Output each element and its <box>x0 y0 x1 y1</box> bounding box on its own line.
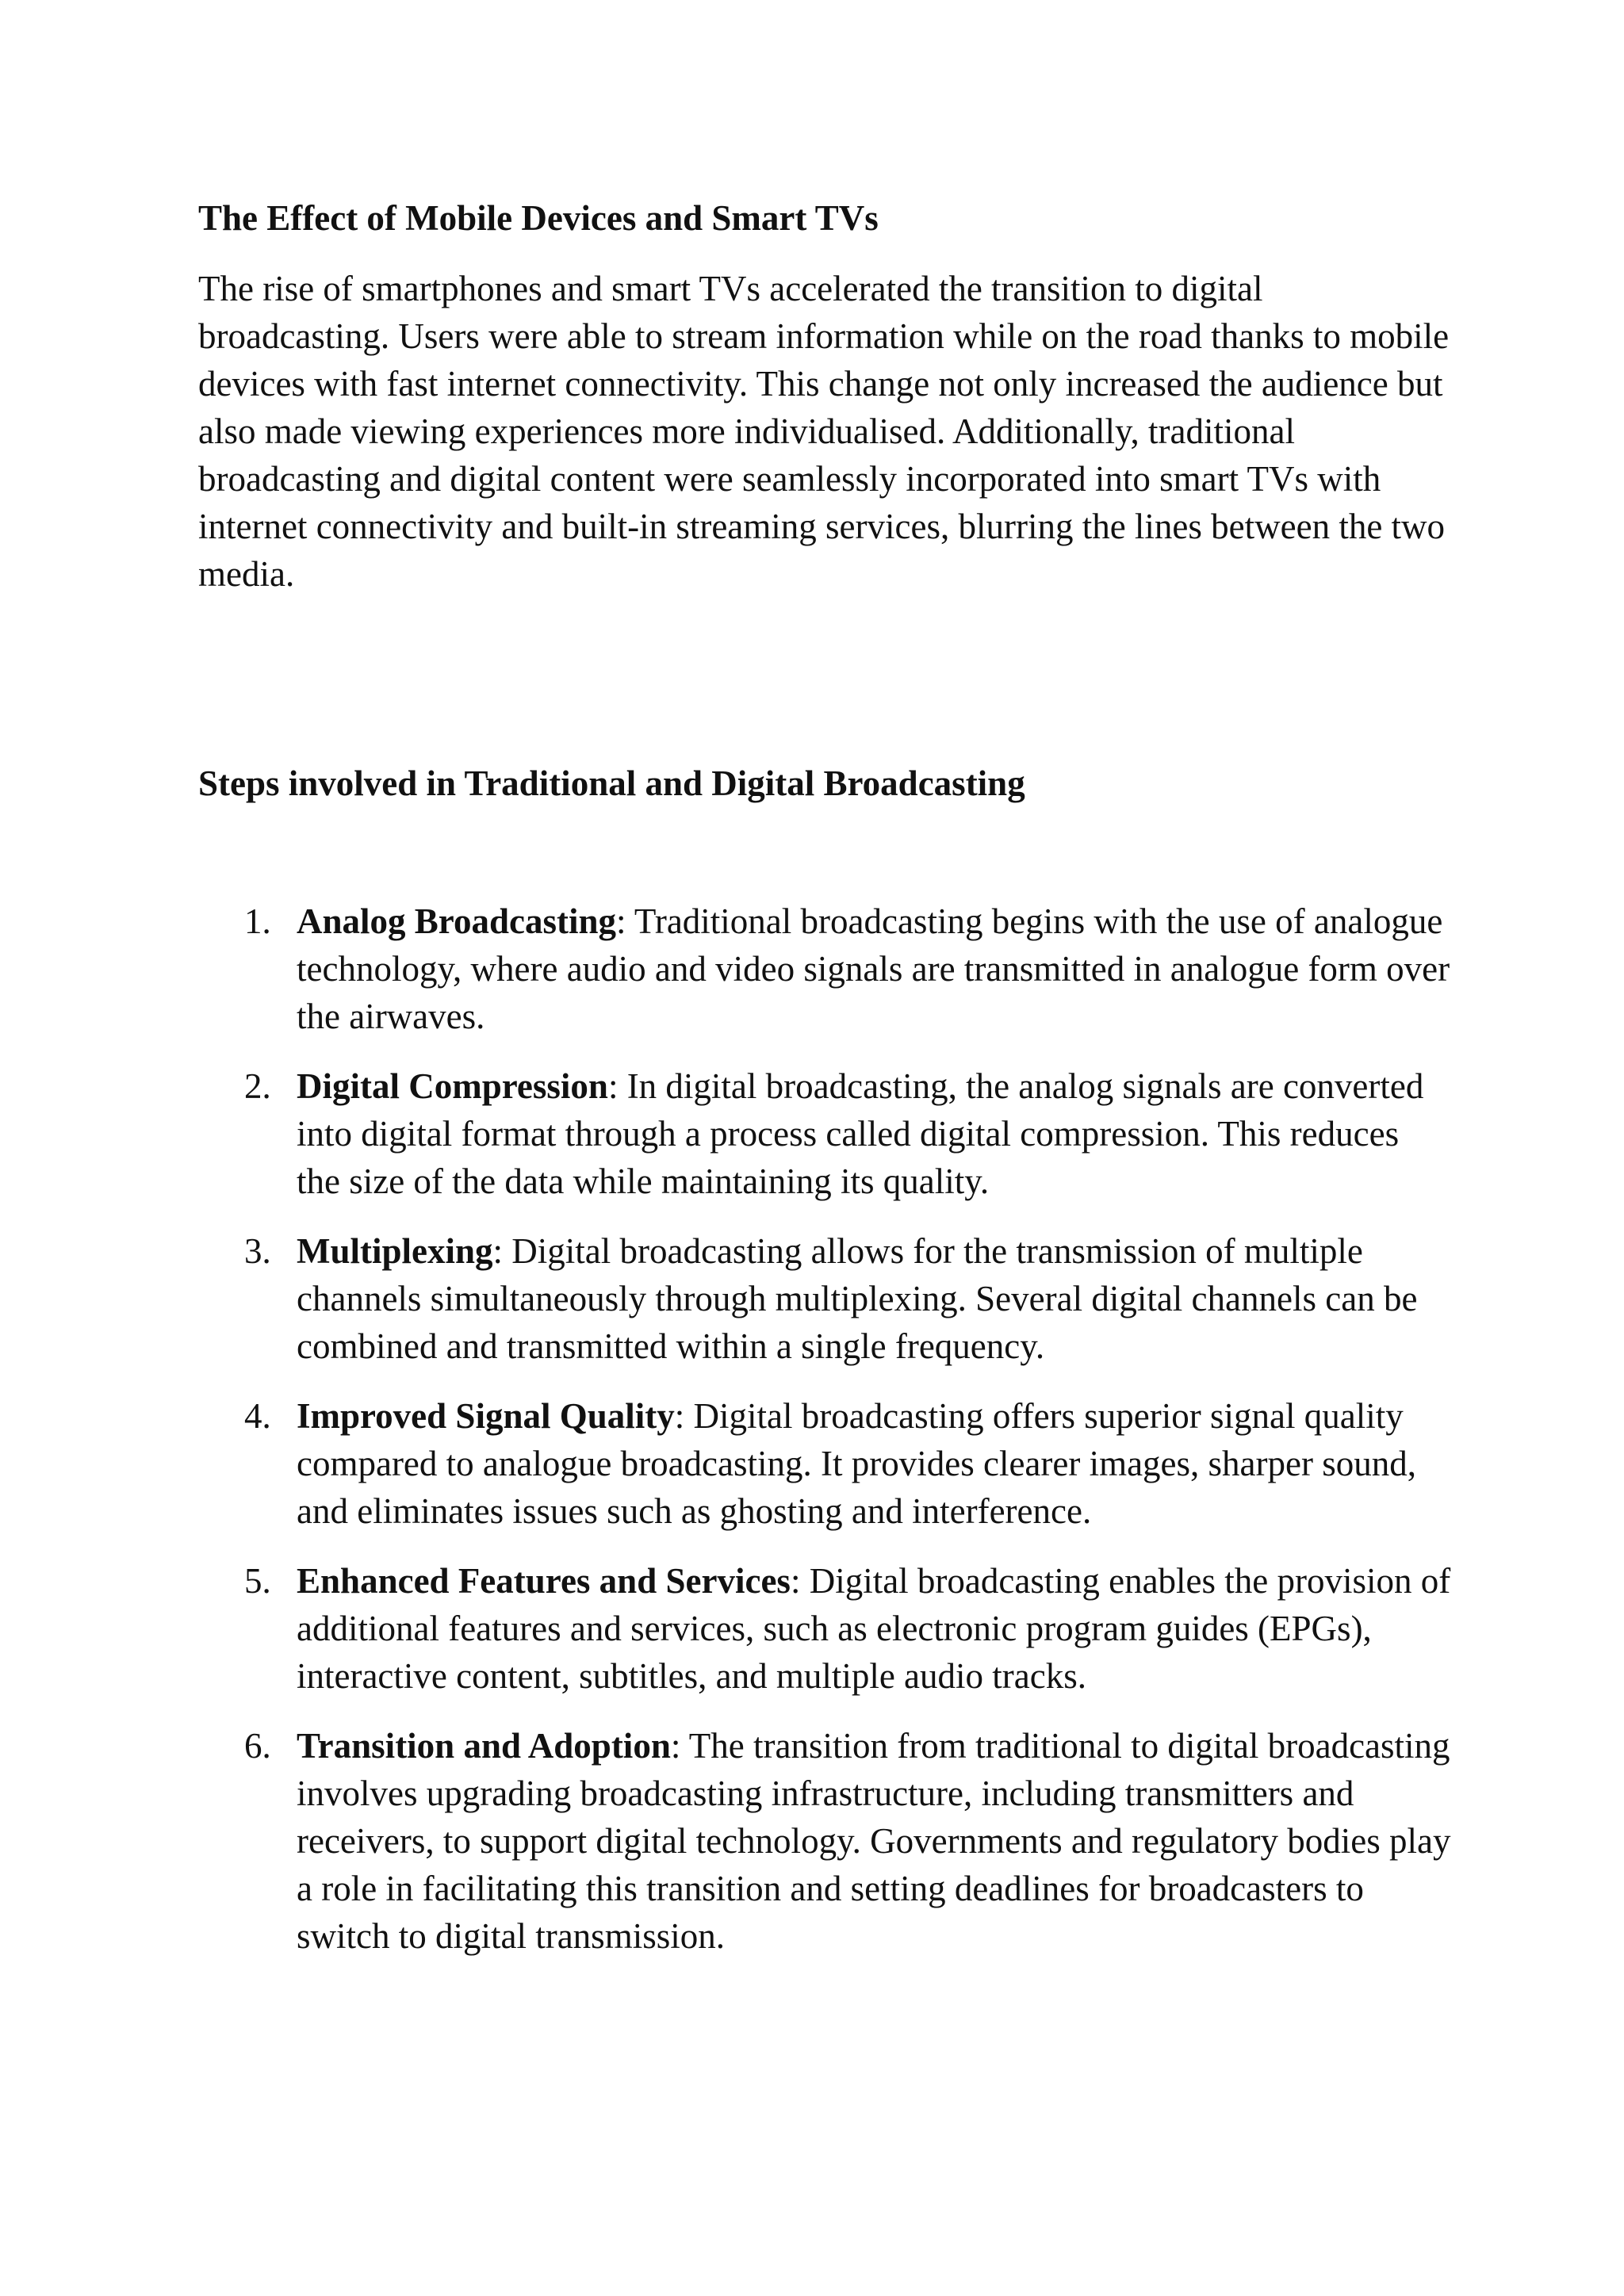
step-item <box>198 1392 1451 1535</box>
step-number: 1. <box>244 901 271 941</box>
step-title: Transition and Adoption <box>297 1726 671 1766</box>
step-item <box>198 1062 1451 1205</box>
step-title: Enhanced Features and Services <box>297 1561 791 1601</box>
step-item <box>198 1722 1451 1960</box>
intro-paragraph: The rise of smartphones and smart TVs accelerated the transition to digital broadcasting. Users were able to stream information while on the road thanks to mobile devices with fast internet connectivity. This change not only increased the audience but also made viewing experiences more individualised. Additionally, traditional broadcasting and digital content were seamlessly incorporated into smart TVs with internet connectivity and built-in streaming services, blurring the lines between the two media. <box>198 269 1450 594</box>
step-number: 2. <box>244 1066 271 1106</box>
step-item <box>198 1227 1451 1370</box>
step-number: 4. <box>244 1396 271 1436</box>
step-description: : Digital broadcasting allows for the transmission of multiple channels simultaneously through multiplexing. Several digital channels can be combined and transmitted within a single frequency. <box>297 1231 1418 1366</box>
section-heading-mobile-devices: The Effect of Mobile Devices and Smart TVs <box>198 198 879 238</box>
step-number: 6. <box>244 1726 271 1766</box>
step-description: : In digital broadcasting, the analog signals are converted into digital format through a process called digital compression. This reduces the size of the data while maintaining its quality. <box>297 1066 1424 1201</box>
step-description: : Traditional broadcasting begins with the use of analogue technology, where audio and video signals are transmitted in analogue form over the airwaves. <box>297 901 1450 1036</box>
step-title: Digital Compression <box>297 1066 608 1106</box>
step-description: : The transition from traditional to digital broadcasting involves upgrading broadcasting infrastructure, including transmitters and receivers, to support digital technology. Governments and regulatory bodies play a role in facilitating this transition and setting deadlines for broadcasters to switch to digital transmission. <box>297 1726 1451 1956</box>
step-item <box>198 1557 1451 1700</box>
section-heading-broadcasting-steps: Steps involved in Traditional and Digital Broadcasting <box>198 763 1025 803</box>
step-description: : Digital broadcasting enables the provision of additional features and services, such as electronic program guides (EPGs), interactive content, subtitles, and multiple audio tracks. <box>297 1561 1451 1696</box>
step-title: Analog Broadcasting <box>297 901 616 941</box>
step-title: Multiplexing <box>297 1231 493 1271</box>
step-number: 3. <box>244 1231 271 1271</box>
steps-list <box>198 897 1451 1960</box>
step-description: : Digital broadcasting offers superior signal quality compared to analogue broadcasting. It provides clearer images, sharper sound, and eliminates issues such as ghosting and interference. <box>297 1396 1416 1531</box>
step-title: Improved Signal Quality <box>297 1396 675 1436</box>
step-item <box>198 897 1451 1040</box>
step-number: 5. <box>244 1561 271 1601</box>
